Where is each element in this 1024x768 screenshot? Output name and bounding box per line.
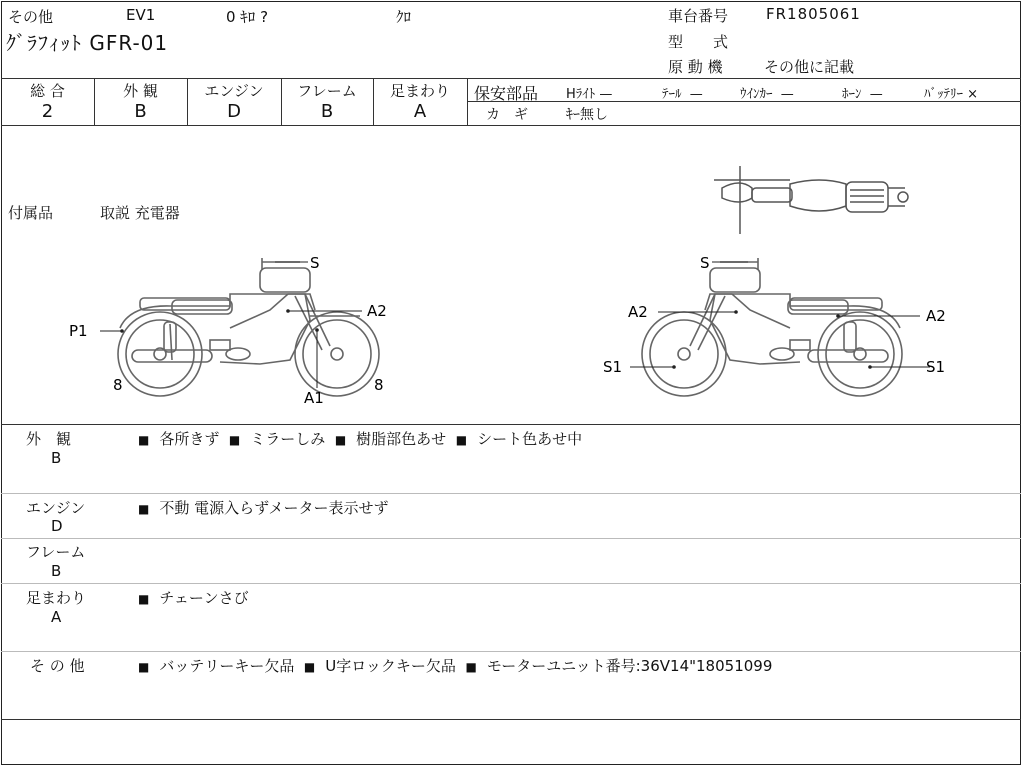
- mark-a1: A1: [304, 389, 324, 407]
- remark-item: ■ 不動 電源入らずメーター表示せず: [138, 499, 389, 517]
- mark-a2-rear: A2: [926, 307, 946, 325]
- remark-label-engine: エンジン: [26, 499, 86, 517]
- grade-header-total: 総 合: [30, 82, 65, 100]
- frame-no-value: FR1805061: [766, 5, 861, 23]
- grade-header-suspension: 足まわり: [389, 82, 450, 100]
- remark-label-suspension: 足まわり: [26, 589, 87, 607]
- safety-taillight: ﾃｰﾙ —: [662, 87, 703, 102]
- remark-items-suspension: [138, 587, 249, 608]
- model-code-text: EV1: [126, 6, 156, 24]
- safety-title: 保安部品: [474, 84, 539, 103]
- grade-total: 2: [41, 101, 54, 122]
- category-text: その他: [8, 8, 54, 26]
- grade-header-engine: エンジン: [204, 82, 264, 100]
- mark-a2-front: A2: [628, 303, 648, 321]
- remark-grade-frame: B: [51, 562, 62, 580]
- mark-8-front: 8: [374, 376, 384, 394]
- divider: [1, 538, 1021, 539]
- divider: [1, 125, 1021, 126]
- accessories-value: 取説 充電器: [100, 204, 180, 222]
- remark-item: ■ ミラーしみ: [229, 430, 325, 448]
- remark-item: ■ モーターユニット番号:36V14"18051099: [465, 657, 772, 675]
- remark-grade-engine: D: [51, 517, 63, 535]
- mileage-text: 0 ｷﾛ ?: [226, 8, 269, 26]
- divider: [1, 583, 1021, 584]
- grade-engine: D: [227, 101, 241, 122]
- color-text: ｸﾛ: [396, 8, 412, 26]
- bike-top-view-diagram: [700, 158, 920, 240]
- frame-no-label: 車台番号: [668, 7, 729, 25]
- remark-items-other: [138, 655, 772, 676]
- mark-s: S: [310, 254, 320, 272]
- safety-headlight: Hﾗｲﾄ —: [566, 87, 613, 102]
- key-label: カ ギ: [486, 107, 528, 123]
- mark-8-rear: 8: [113, 376, 123, 394]
- bike-name: ｸﾞﾗﾌｨｯﾄ GFR-01: [6, 31, 169, 55]
- safety-horn: ﾎｰﾝ —: [842, 87, 883, 102]
- remark-label-exterior: 外 観: [26, 430, 72, 448]
- grade-exterior: B: [134, 101, 147, 122]
- divider: [1, 78, 1021, 79]
- engine-value: その他に記載: [764, 58, 855, 76]
- grade-suspension: A: [413, 101, 427, 122]
- grade-header-frame: フレーム: [297, 82, 357, 100]
- bike-right-side-diagram: [600, 250, 960, 400]
- divider: [1, 651, 1021, 652]
- divider: [1, 493, 1021, 494]
- remark-item: ■ U字ロックキー欠品: [304, 657, 456, 675]
- accessories-label: 付属品: [8, 204, 54, 222]
- remark-grade-suspension: A: [51, 608, 62, 626]
- grade-frame: B: [320, 101, 334, 122]
- remark-items-exterior: [138, 428, 582, 449]
- mark-s1-front: S1: [603, 358, 623, 376]
- key-value: ｷｰ無し: [566, 107, 608, 123]
- divider: [1, 719, 1021, 720]
- remark-item: ■ チェーンさび: [138, 589, 249, 607]
- remark-label-frame: フレーム: [26, 543, 86, 561]
- remark-item: ■ バッテリーキー欠品: [138, 657, 294, 675]
- grade-header-exterior: 外 観: [123, 82, 158, 100]
- bike-left-side-diagram: [60, 250, 410, 410]
- remark-items-engine: [138, 497, 389, 518]
- safety-battery: ﾊﾞｯﾃﾘｰ ×: [924, 87, 979, 102]
- mark-s1-rear: S1: [926, 358, 946, 376]
- remark-grade-exterior: B: [51, 449, 62, 467]
- type-label: 型 式: [668, 33, 729, 51]
- mark-p1: P1: [69, 322, 88, 340]
- mark-s: S: [700, 254, 710, 272]
- mark-a2: A2: [367, 302, 387, 320]
- remark-item: ■ 樹脂部色あせ: [335, 430, 446, 448]
- remark-label-other: そ の 他: [30, 657, 85, 675]
- remark-item: ■ シート色あせ中: [456, 430, 582, 448]
- divider: [1, 424, 1021, 425]
- engine-label: 原 動 機: [668, 58, 723, 76]
- remark-item: ■ 各所きず: [138, 430, 219, 448]
- divider: [467, 78, 468, 125]
- safety-winker: ｳｲﾝｶｰ —: [740, 87, 794, 102]
